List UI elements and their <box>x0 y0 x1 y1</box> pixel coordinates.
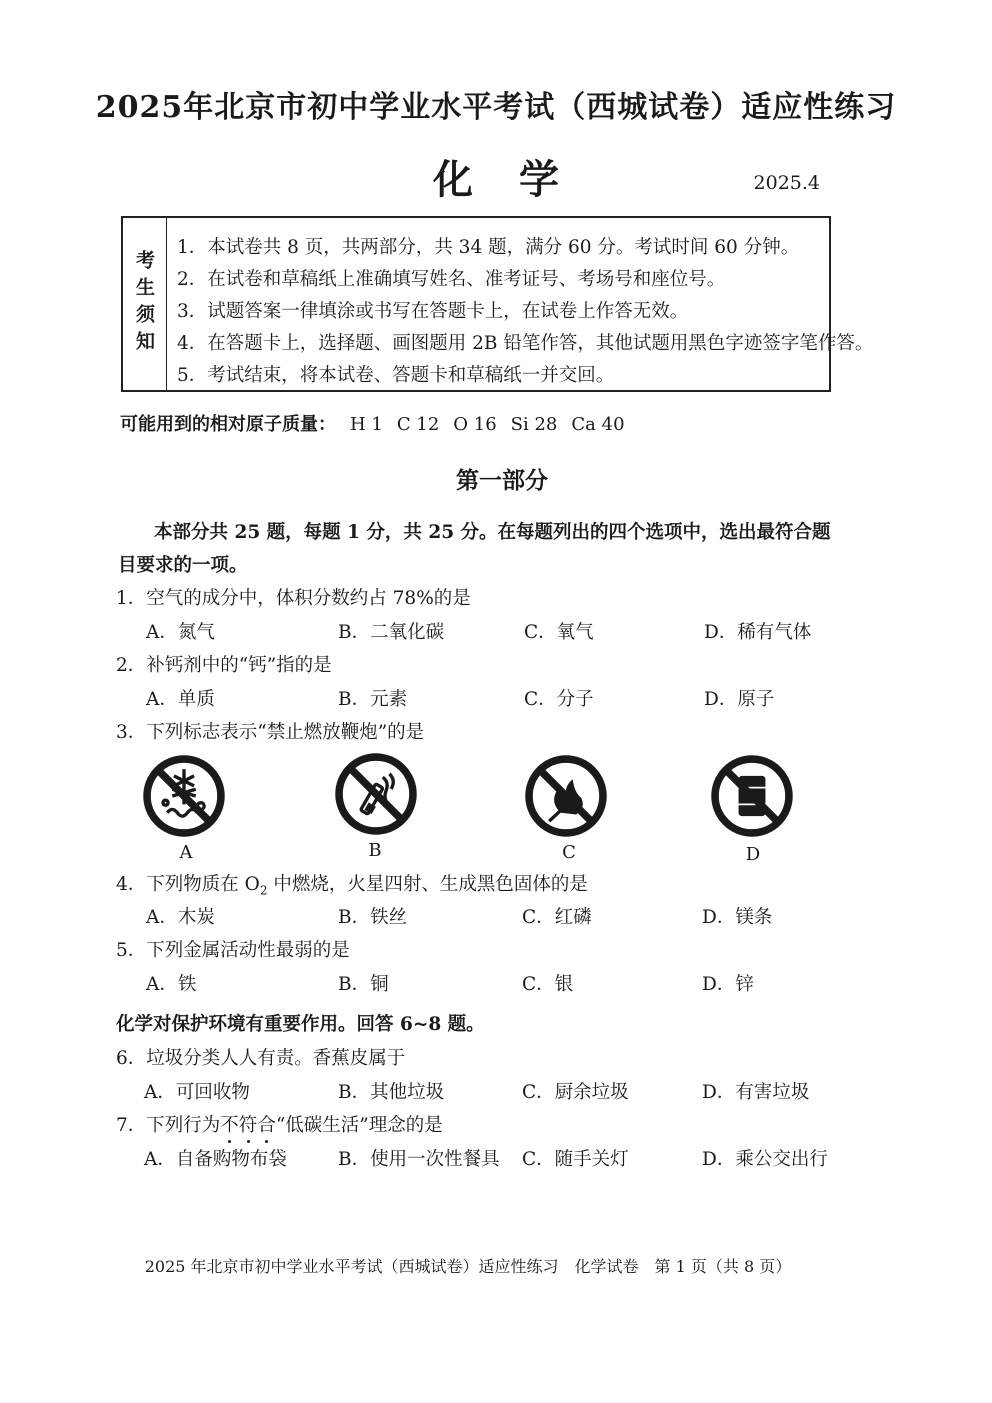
stem-part: “低碳生活”理念的是 <box>275 1115 443 1136</box>
atomic-mass-value: C 12 <box>396 414 440 435</box>
option: C．红磷 <box>522 907 592 928</box>
option: A．单质 <box>146 689 215 710</box>
option: B．元素 <box>338 689 408 710</box>
group-intro: 化学对保护环境有重要作用。回答 6~8 题。 <box>116 1014 485 1035</box>
stem-part: 中燃烧，火星四射、生成黑色固体的是 <box>267 874 588 895</box>
candidate-notice-box <box>121 216 874 392</box>
no-open-flame-icon <box>524 754 608 838</box>
option: C．厨余垃圾 <box>522 1082 629 1103</box>
option: A．自备购物布袋 <box>144 1149 287 1170</box>
exam-title: 2025年北京市初中学业水平考试（西城试卷）适应性练习 <box>95 90 897 125</box>
question-stem: 5．下列金属活动性最弱的是 <box>116 940 350 961</box>
option: B．使用一次性餐具 <box>338 1149 500 1170</box>
option: D．镁条 <box>702 907 773 928</box>
option: B．铜 <box>338 974 389 995</box>
option: D．乘公交出行 <box>702 1149 828 1170</box>
question-stem: 3．下列标志表示“禁止燃放鞭炮”的是 <box>116 722 425 743</box>
emphasis-char: 不 <box>220 1115 239 1136</box>
sign-label: C <box>562 842 576 863</box>
page-footer: 2025 年北京市初中学业水平考试（西城试卷）适应性练习 化学试卷 第 1 页（共 8 页） <box>144 1257 792 1276</box>
no-barrel-icon <box>710 754 794 838</box>
option: D．有害垃圾 <box>702 1082 810 1103</box>
sign-label: A <box>179 842 193 863</box>
sign-label: B <box>368 840 382 861</box>
option: A．木炭 <box>146 907 215 928</box>
sign-label: D <box>745 844 761 865</box>
subject-title: 化学 <box>433 156 605 203</box>
part-heading: 第一部分 <box>456 467 548 494</box>
option: D．锌 <box>702 974 754 995</box>
notice-label-cell <box>123 218 167 390</box>
option: A．氮气 <box>146 622 215 643</box>
exam-date: 2025.4 <box>753 172 820 194</box>
notice-item: 1．本试卷共 8 页，共两部分，共 34 题，满分 60 分。考试时间 60 分钟。 <box>177 237 800 258</box>
question-stem <box>116 870 588 898</box>
emphasis-char: 符 <box>238 1115 258 1136</box>
question-stem: 1．空气的成分中，体积分数约占 78%的是 <box>116 588 471 609</box>
option: C．银 <box>522 974 574 995</box>
notice-item: 2．在试卷和草稿纸上准确填写姓名、准考证号、考场号和座位号。 <box>177 269 726 290</box>
option: B．铁丝 <box>338 907 408 928</box>
option: D．稀有气体 <box>704 622 812 643</box>
option: A．可回收物 <box>144 1082 250 1103</box>
part-intro: 本部分共 25 题，每题 1 分，共 25 分。在每题列出的四个选项中，选出最符合题目要求的一项。 <box>118 522 831 576</box>
stem-part: 7．下列行为 <box>116 1115 221 1136</box>
no-smoking-icon <box>334 752 418 836</box>
atomic-mass-value: Si 28 <box>510 414 558 435</box>
option: D．原子 <box>704 689 775 710</box>
atomic-mass-value: Ca 40 <box>571 414 625 435</box>
notice-item: 3．试题答案一律填涂或书写在答题卡上，在试卷上作答无效。 <box>177 301 689 322</box>
option: C．随手关灯 <box>522 1149 629 1170</box>
option: B．其他垃圾 <box>338 1082 445 1103</box>
stem-part: 4．下列物质在 O <box>116 874 260 895</box>
notice-label: 考生须知 <box>133 250 155 358</box>
atomic-masses-label: 可能用到的相对原子质量： <box>120 414 336 435</box>
notice-item: 4．在答题卡上，选择题、画图题用 2B 铅笔作答，其他试题用黑色字迹签字笔作答。 <box>177 333 874 354</box>
option: C．氧气 <box>524 622 594 643</box>
question-stem: 2．补钙剂中的“钙”指的是 <box>116 655 332 676</box>
question-stem: 6．垃圾分类人人有责。香蕉皮属于 <box>116 1048 406 1069</box>
emphasis-char: 合 <box>257 1115 276 1136</box>
atomic-masses <box>120 410 625 436</box>
notice-list <box>177 232 873 392</box>
notice-item: 5．考试结束，将本试卷、答题卡和草稿纸一并交回。 <box>177 365 615 386</box>
option: C．分子 <box>524 689 594 710</box>
atomic-mass-value: H 1 <box>350 414 383 435</box>
atomic-mass-value: O 16 <box>453 414 497 435</box>
question-stem <box>116 1111 443 1137</box>
option: B．二氧化碳 <box>338 622 445 643</box>
subscript: 2 <box>259 883 268 898</box>
option: A．铁 <box>146 974 197 995</box>
no-fireworks-icon <box>142 754 226 838</box>
